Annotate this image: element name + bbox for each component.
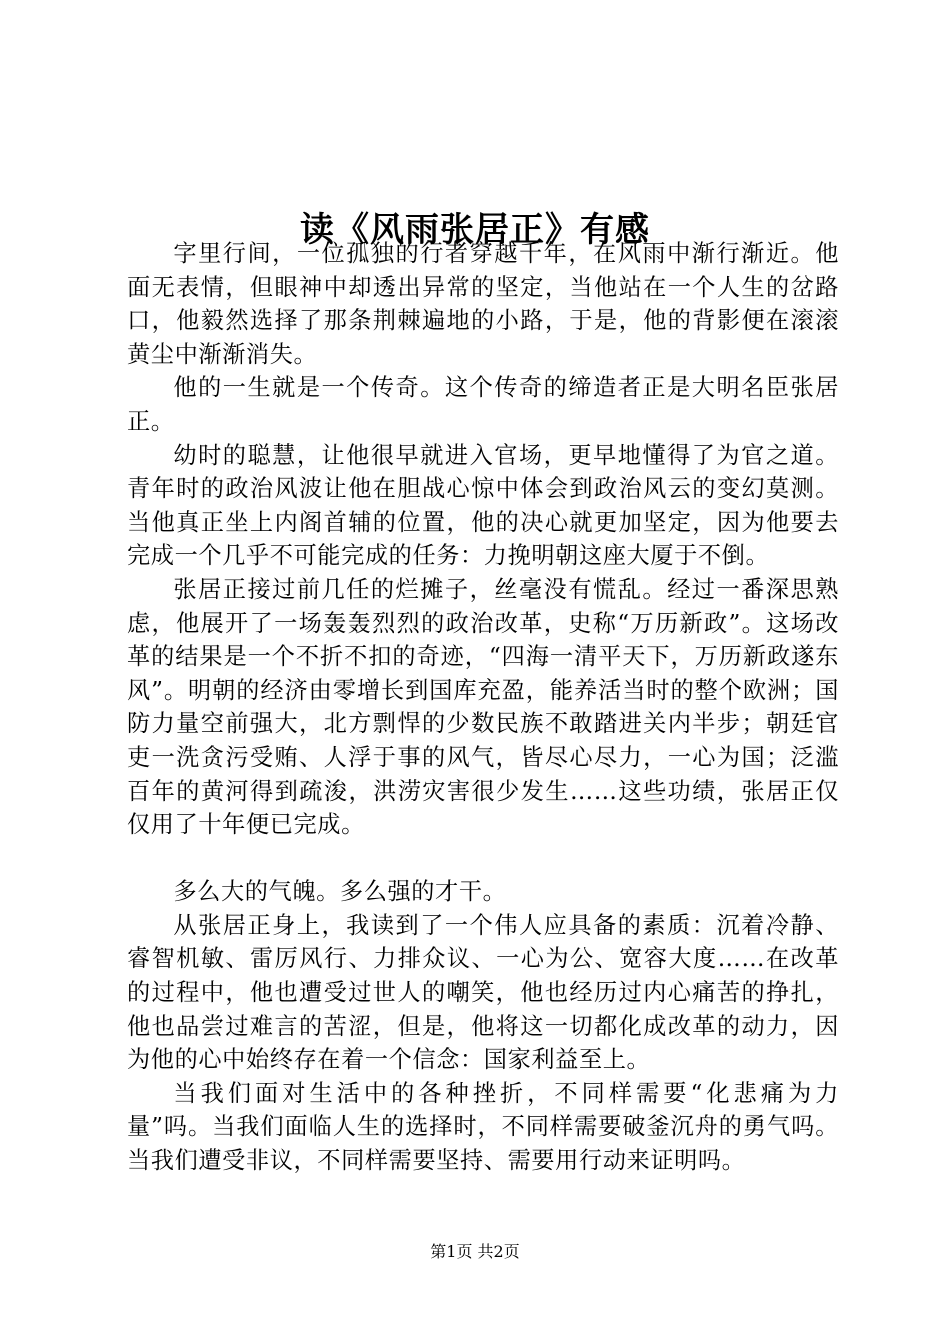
paragraph-3: 幼时的聪慧，让他很早就进入官场，更早地懂得了为官之道。青年时的政治风波让他在胆战心惊中体会到政治风云的变幻莫测。当他真正坐上内阁首辅的位置，他的决心就更加坚定，因为他要去完成一个几乎不可能完成的任务：力挽明朝这座大厦于不倒。 xyxy=(127,441,839,570)
page-title: 读《风雨张居正》有感 xyxy=(300,209,650,250)
paragraph-1: 字里行间，一位孤独的行者穿越千年，在风雨中渐行渐近。他面无表情，但眼神中却透出异常的坚定，当他站在一个人生的岔路口，他毅然选择了那条荆棘遍地的小路，于是，他的背影便在滚滚黄尘中渐渐消失。 xyxy=(127,240,839,368)
paragraph-5: 多么大的气魄。多么强的才干。 xyxy=(173,878,507,906)
paragraph-2: 他的一生就是一个传奇。这个传奇的缔造者正是大明名臣张居正。 xyxy=(127,374,839,435)
document-body xyxy=(127,237,839,1178)
paragraph-6: 从张居正身上，我读到了一个伟人应具备的素质：沉着冷静、睿智机敏、雷厉风行、力排众议、一心为公、宽容大度……在改革的过程中，他也遭受过世人的嘲笑，他也经历过内心痛苦的挣扎，他也品尝过难言的苦涩，但是，他将这一切都化成改革的动力，因为他的心中始终存在着一个信念：国家利益至上。 xyxy=(127,911,839,1074)
paragraph-7: 当我们面对生活中的各种挫折，不同样需要“化悲痛为力量”吗。当我们面临人生的选择时，不同样需要破釜沉舟的勇气吗。当我们遭受非议，不同样需要坚持、需要用行动来证明吗。 xyxy=(127,1079,839,1175)
paragraph-4: 张居正接过前几任的烂摊子，丝毫没有慌乱。经过一番深思熟虑，他展开了一场轰轰烈烈的政治改革，史称“万历新政”。这场改革的结果是一个不折不扣的奇迹，“四海一清平天下，万历新政遂东风”。明朝的经济由零增长到国库充盈，能养活当时的整个欧洲；国防力量空前强大，北方剽悍的少数民族不敢踏进关内半步；朝廷官吏一洗贪污受贿、人浮于事的风气，皆尽心尽力，一心为国；泛滥百年的黄河得到疏浚，洪涝灾害很少发生……这些功绩，张居正仅仅用了十年便已完成。 xyxy=(127,575,839,839)
page-number: 第1页 共2页 xyxy=(430,1242,520,1261)
